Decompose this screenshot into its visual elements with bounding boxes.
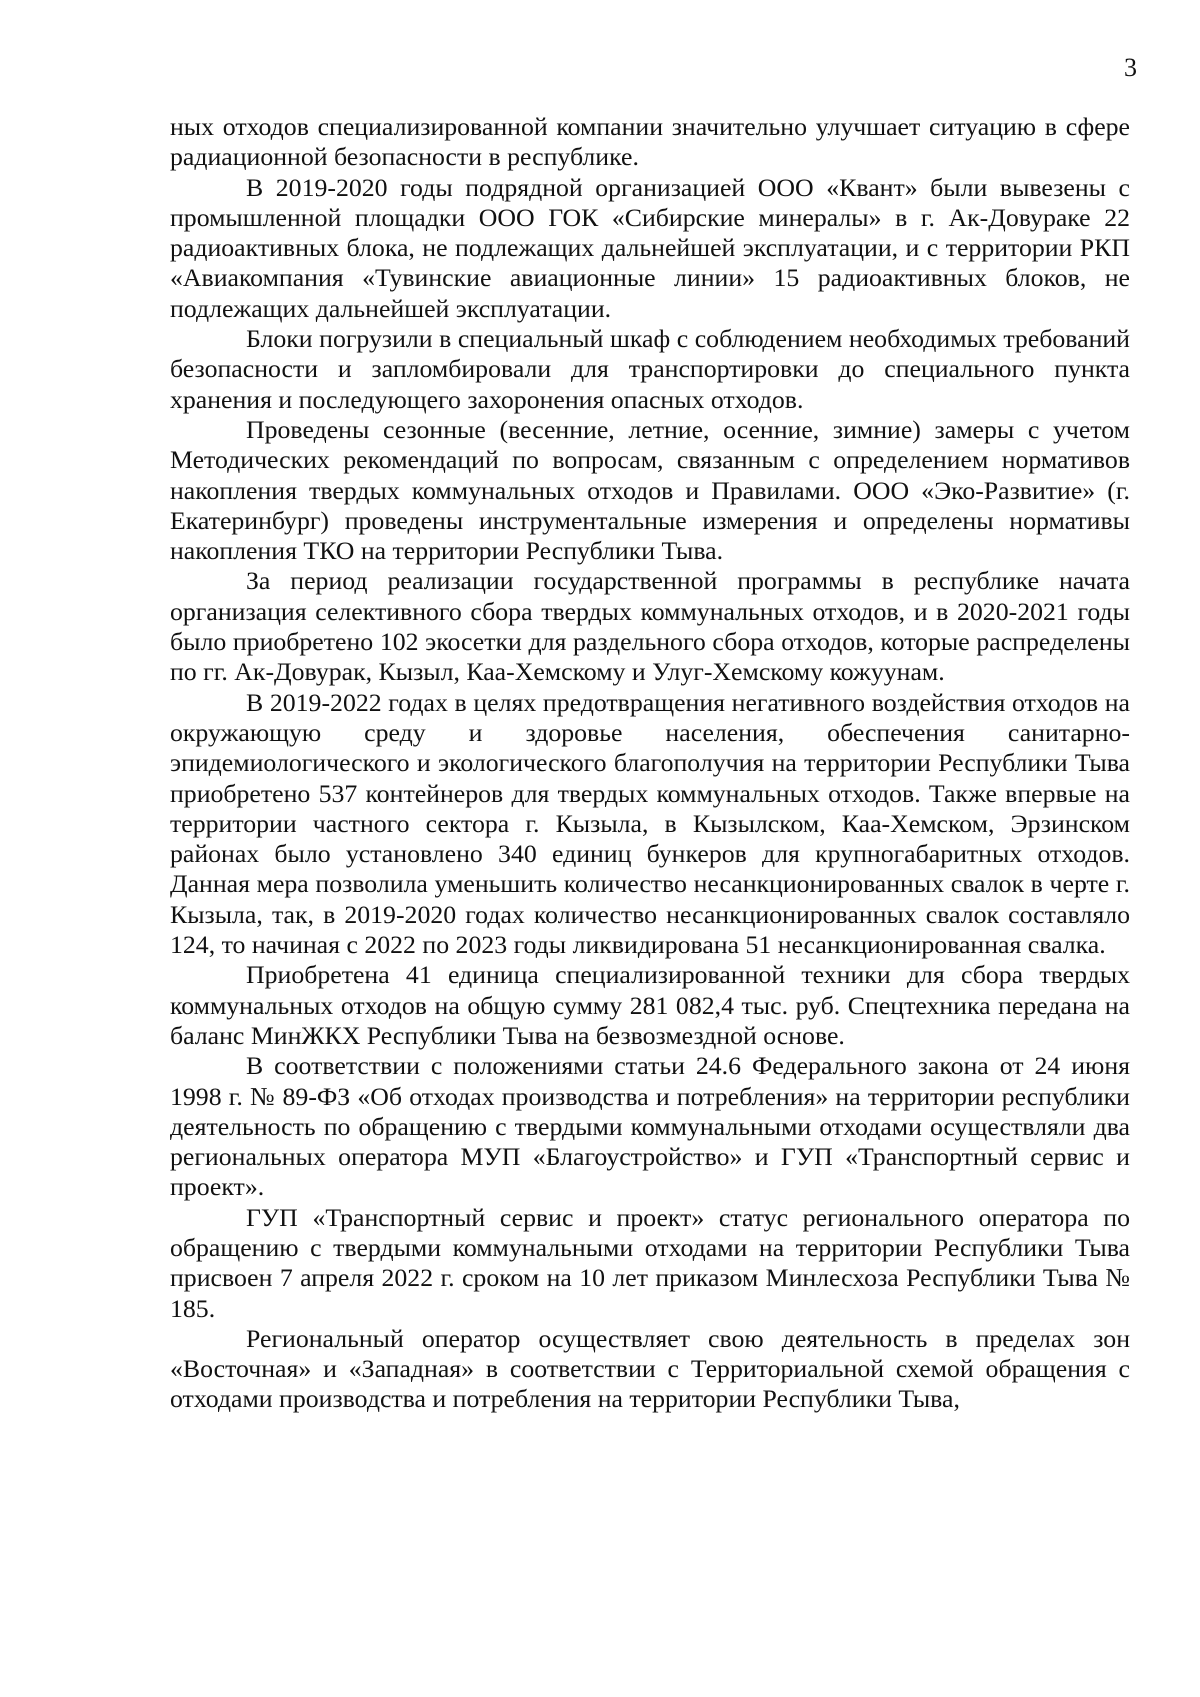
document-body <box>170 112 1130 1415</box>
paragraph-containers: В 2019-2022 годах в целях предотвращения негативного воздействия отходов на окружающую среду и здоровье населения, обеспечения санитарно-эпидемиологического и экологического благополучия на территории Республики Тыва приобретено 537 контейнеров для твердых коммунальных отходов. Также впервые на территории частного сектора г. Кызыла, в Кызылском, Каа-Хемском, Эрзинском районах было установлено 340 единиц бункеров для крупногабаритных отходов. Данная мера позволила уменьшить количество несанкционированных свалок в черте г. Кызыла, так, в 2019-2020 годах количество несанкционированных свалок составляло 124, то начиная с 2022 по 2023 годы ликвидирована 51 несанкционированная свалка. <box>170 687 1130 960</box>
paragraph-continuation: ных отходов специализированной компании значительно улучшает ситуацию в сфере радиационной безопасности в республике. <box>170 112 1130 172</box>
paragraph-regional-operator-status: ГУП «Транспортный сервис и проект» статус регионального оператора по обращению с твердыми коммунальными отходами на территории Республики Тыва присвоен 7 апреля 2022 г. сроком на 10 лет приказом Минлесхоза Республики Тыва № 185. <box>170 1202 1130 1323</box>
paragraph-radioactive-blocks: В 2019-2020 годы подрядной организацией ООО «Квант» были вывезены с промышленной площадки ООО ГОК «Сибирские минералы» в г. Ак-Довураке 22 радиоактивных блока, не подлежащих дальнейшей эксплуатации, и с территории РКП «Авиакомпания «Тувинские авиационные линии» 15 радиоактивных блоков, не подлежащих дальнейшей эксплуатации. <box>170 172 1130 323</box>
paragraph-regional-operator-zones: Региональный оператор осуществляет свою деятельность в пределах зон «Восточная» и «Западная» в соответствии с Территориальной схемой обращения с отходами производства и потребления на территории Республики Тыва, <box>170 1323 1130 1414</box>
paragraph-federal-law: В соответствии с положениями статьи 24.6 Федерального закона от 24 июня 1998 г. № 89-ФЗ «Об отходах производства и потребления» на территории республики деятельность по обращению с твердыми коммунальными отходами осуществляли два региональных оператора МУП «Благоустройство» и ГУП «Транспортный сервис и проект». <box>170 1051 1130 1202</box>
paragraph-blocks-storage: Блоки погрузили в специальный шкаф с соблюдением необходимых требований безопасности и запломбировали для транспортировки до специального пункта хранения и последующего захоронения опасных отходов. <box>170 324 1130 414</box>
page-number: 3 <box>1124 53 1137 82</box>
paragraph-selective-collection: За период реализации государственной программы в республике начата организация селективного сбора твердых коммунальных отходов, и в 2020-2021 годы было приобретено 102 экосетки для раздельного сбора отходов, которые распределены по гг. Ак-Довурак, Кызыл, Каа-Хемскому и Улуг-Хемскому кожуунам. <box>170 566 1130 687</box>
paragraph-special-equipment: Приобретена 41 единица специализированной техники для сбора твердых коммунальных отходов на общую сумму 281 082,4 тыс. руб. Спецтехника передана на баланс МинЖКХ Республики Тыва на безвозмездной основе. <box>170 960 1130 1050</box>
paragraph-seasonal-measurements: Проведены сезонные (весенние, летние, осенние, зимние) замеры с учетом Методических рекомендаций по вопросам, связанным с определением нормативов накопления твердых коммунальных отходов и Правилами. ООО «Эко-Развитие» (г. Екатеринбург) проведены инструментальные измерения и определены нормативы накопления ТКО на территории Республики Тыва. <box>170 414 1130 566</box>
